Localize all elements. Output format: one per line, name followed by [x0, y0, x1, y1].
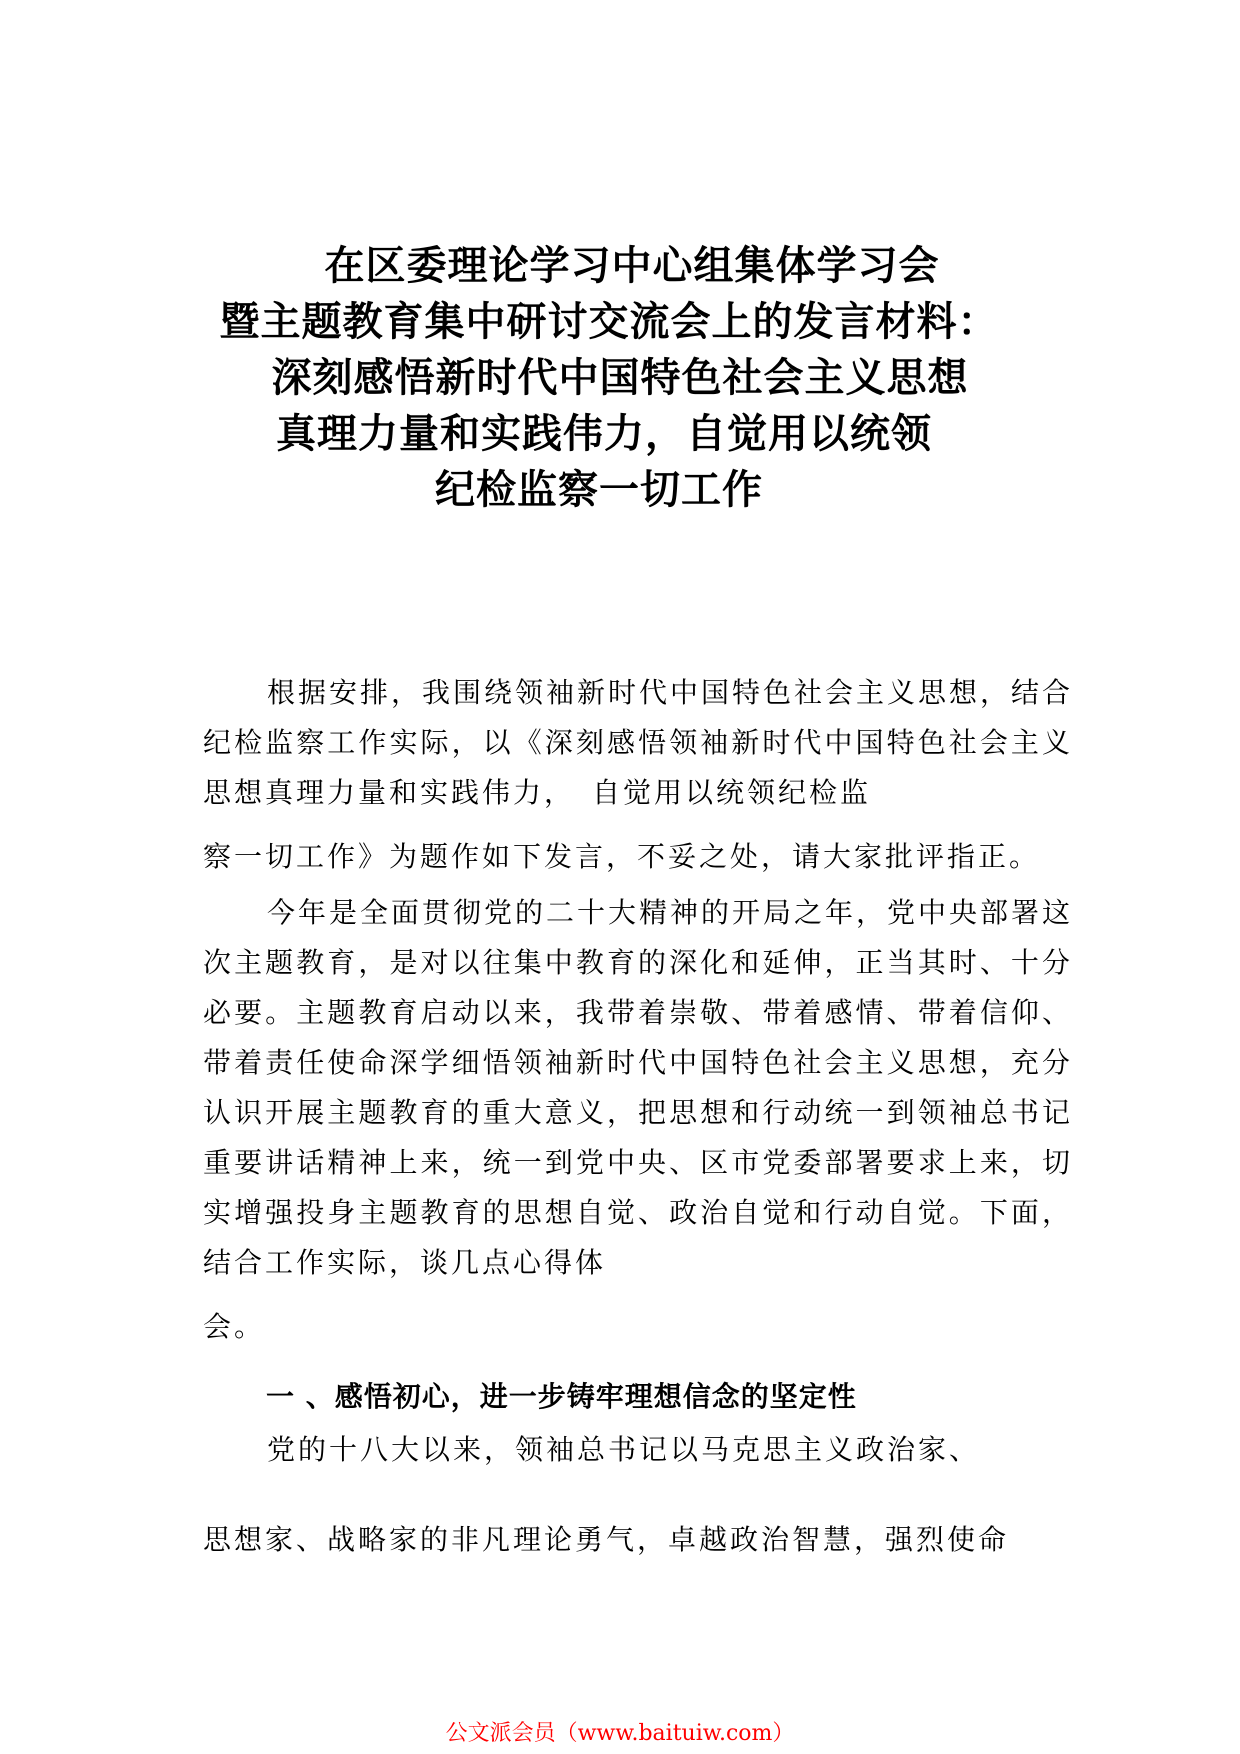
paragraph-context	[203, 888, 1073, 1352]
paragraph-section-1	[203, 1425, 1073, 1565]
paragraph-section-1-last-line: 思想家、战略家的非凡理论勇气，卓越政治智慧，强烈使命	[203, 1523, 1010, 1556]
title-line-4: 真理力量和实践伟力，自觉用以统领	[276, 411, 932, 457]
paragraph-intro-last-line: 察一切工作》为题作如下发言，不妥之处，请大家批评指正。	[203, 840, 1041, 873]
footer-watermark: 公文派会员（www.baituiw.com）	[445, 1721, 795, 1746]
paragraph-section-1-text: 党的十八大以来，领袖总书记以马克思主义政治家、	[267, 1433, 981, 1466]
title-line-1: 在区委理论学习中心组集体学习会	[324, 243, 940, 289]
paragraph-intro	[203, 668, 1073, 882]
document-title	[0, 238, 1240, 518]
section-heading-1: 一 、感悟初心，进一步铸牢理想信念的坚定性	[266, 1380, 857, 1413]
paragraph-intro-text: 根据安排，我围绕领袖新时代中国特色社会主义思想，结合纪检监察工作实际，以《深刻感悟领袖新时代中国特色社会主义思想真理力量和实践伟力， 自觉用以统领纪检监	[203, 676, 1074, 809]
title-line-3: 深刻感悟新时代中国特色社会主义思想	[271, 355, 969, 401]
title-line-5: 纪检监察一切工作	[435, 467, 763, 513]
paragraph-context-last-line: 会。	[203, 1310, 266, 1343]
title-line-2: 暨主题教育集中研讨交流会上的发言材料：	[219, 299, 999, 345]
paragraph-context-text: 今年是全面贯彻党的二十大精神的开局之年，党中央部署这次主题教育，是对以往集中教育的深化和延伸，正当其时、十分必要。主题教育启动以来，我带着崇敬、带着感情、带着信仰、带着责任使命深学细悟领袖新时代中国特色社会主义思想，充分认识开展主题教育的重大意义，把思想和行动统一到领袖总书记重要讲话精神上来，统一到党中央、区市党委部署要求上来，切实增强投身主题教育的思想自觉、政治自觉和行动自觉。下面，结合工作实际，谈几点心得体	[203, 896, 1074, 1279]
